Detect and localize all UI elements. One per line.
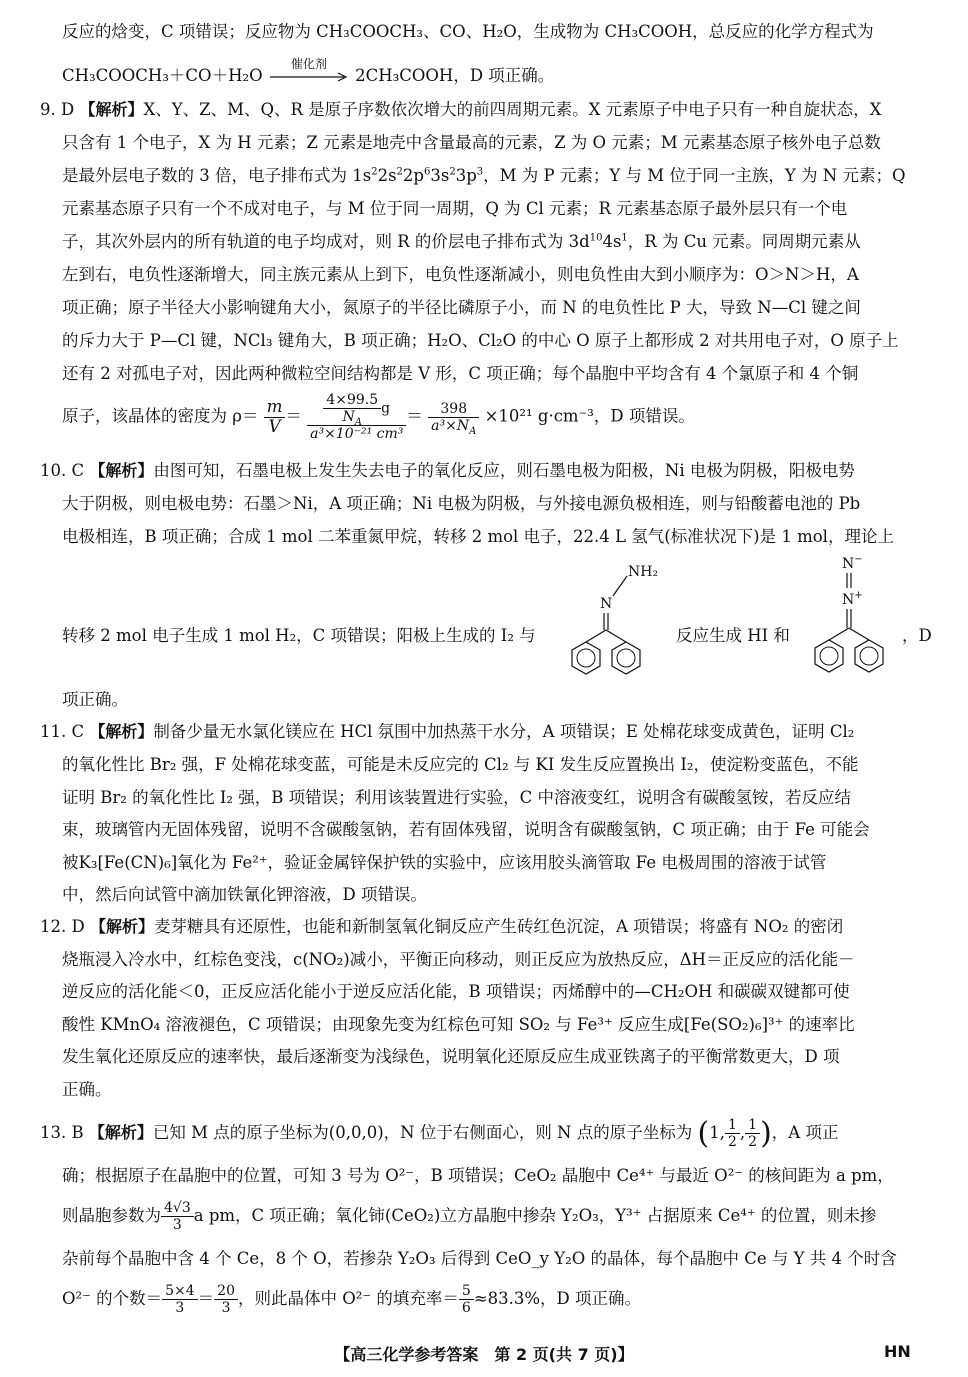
- reaction-arrow-icon: [268, 56, 350, 87]
- s13-number: 13. B: [40, 1123, 84, 1142]
- s9-line-3: 是最外层电子数的 3 倍，电子排布式为 $1s^22s^22p^63s^23p^3$，M 为 P 元素；Y 与 M 位于同一主族，Y 为 N 元素；Q: [62, 166, 906, 185]
- s12-number: 12. D: [40, 917, 85, 936]
- footer-page-label: 【高三化学参考答案 第 2 页(共 7 页)】: [334, 1345, 634, 1364]
- s9-line-7: 项正确；原子半径大小影响键角大小，氮原子的半径比磷原子小，而 N 的电负性比 P 大，导致 N—Cl 键之间: [62, 298, 861, 317]
- simplified-numerator: 398: [428, 401, 479, 418]
- s13-line-4: 杂前每个晶胞中含 4 个 Ce，8 个 O，若掺杂 Y₂O₃ 后得到 CeO_y Y₂O 的晶体，每个晶胞中 Ce 与 Y 共 4 个时含: [62, 1249, 897, 1268]
- s8-equation: [62, 56, 555, 87]
- n-label: N: [600, 596, 613, 612]
- analysis-tag: 【解析】: [89, 461, 154, 480]
- s9-line-9: 还有 2 对孤电子对，因此两种微粒空间结构都是 V 形，C 项正确；每个晶胞中平均含有 4 个氯原子和 4 个铜: [62, 364, 859, 383]
- s13-line-5: O²⁻ 的个数＝ $\frac{5\times 4}{3}$ ＝ $\frac{20}{3}$ ，则此晶体中 O²⁻ 的填充率＝ $\frac{5}{6}$ ≈83.3%，D 项正确。: [62, 1283, 641, 1317]
- n-minus-label: N−: [842, 554, 863, 572]
- analysis-tag: 【解析】: [89, 917, 154, 936]
- m-over-v-fraction: $\frac{m}{V}$: [264, 398, 286, 437]
- s13-text-1a: 已知 M 点的原子坐标为(0,0,0)，N 位于右侧面心，则 N 点的原子坐标为: [152, 1123, 693, 1142]
- s12-line-5: 发生氧化还原反应的速率快，最后逐渐变为浅绿色，说明氧化还原反应生成亚铁离子的平衡常数更大，D 项: [62, 1047, 840, 1066]
- lattice-fraction: $\frac{4√3}{3}$: [161, 1200, 194, 1233]
- s13-line-2: 确；根据原子在晶胞中的位置，可知 3 号为 O²⁻，B 项错误；CeO₂ 晶胞中 Ce⁴⁺ 与最近 O²⁻ 的核间距为 a pm，: [62, 1166, 894, 1185]
- s12-line-3: 逆反应的活化能＜0，正反应活化能小于逆反应活化能，B 项错误；丙烯醇中的—CH₂OH 和碳碳双键都可使: [62, 982, 850, 1001]
- s8-eq-right: 2CH₃COOH，D 项正确。: [355, 66, 555, 85]
- n-plus-label: N+: [842, 590, 863, 608]
- s10-text-4a: 转移 2 mol 电子生成 1 mol H₂，C 项错误；阳极上生成的 I₂ 与: [62, 626, 536, 645]
- hydrazone-structure-icon: [560, 558, 670, 676]
- s11-line-5: 被K₃[Fe(CN)₆]氧化为 Fe²⁺，验证金属锌保护铁的实验中，应该用胶头滴管取 Fe 电极周围的溶液于试管: [62, 853, 827, 872]
- o-count-fraction-1: $\frac{5\times 4}{3}$: [162, 1283, 198, 1316]
- s9-text-3a: 是最外层电子数的 3 倍，电子排布式为 1s: [62, 166, 372, 185]
- s9-text-10a: 原子，该晶体的密度为 ρ＝: [62, 406, 259, 426]
- s9-line-2: 只含有 1 个电子，X 为 H 元素；Z 元素是地壳中含量最高的元素，Z 为 O 元素；M 元素基态原子核外电子总数: [62, 133, 881, 152]
- s10-text-1: 由图可知，石墨电极上发生失去电子的氧化反应，则石墨电极为阳极，Ni 电极为阴极，阳极电势: [153, 461, 855, 480]
- s10-line-4c: ，D: [902, 626, 932, 645]
- s13-text-5a: O²⁻ 的个数＝: [62, 1289, 163, 1309]
- catalyst-label: 催化剂: [290, 56, 327, 71]
- s12-line-4: 酸性 KMnO₄ 溶液褪色，C 项错误；由现象先变为红棕色可知 SO₂ 与 Fe³⁺ 反应生成[Fe(SO₂)₆]³⁺ 的速率比: [62, 1015, 855, 1034]
- simplified-fraction: $\frac{398}{a^3\times N_A}$: [428, 401, 479, 434]
- mass-fraction: $\frac{4\times 99.5}{N_A}$: [323, 392, 381, 425]
- s9-line-4: 元素基态原子只有一个不成对电子，与 M 位于同一周期，Q 为 Cl 元素；R 元素基态原子最外层只有一个电: [62, 199, 848, 218]
- mass-unit: g: [381, 400, 391, 417]
- simplified-denominator: a³×N: [431, 417, 470, 434]
- o-count-fraction-2: $\frac{20}{3}$: [214, 1283, 238, 1316]
- s9-text-1: X、Y、Z、M、Q、R 是原子序数依次增大的前四周期元素。X 元素原子中电子只有一种自旋状态，X: [143, 100, 882, 119]
- diazo-structure-icon: [800, 552, 910, 676]
- s13-text-5b: ，则此晶体中 O²⁻ 的填充率＝: [237, 1289, 459, 1309]
- n-coordinate: (1, $\frac{1}{2}$ , $\frac{1}{2}$ ): [697, 1116, 772, 1151]
- s9-text-5b: ，R 为 Cu 元素。同周期元素从: [627, 232, 861, 251]
- s13-line-1: [40, 1116, 838, 1151]
- analysis-tag: 【解析】: [79, 100, 144, 119]
- analysis-tag: 【解析】: [88, 1123, 153, 1142]
- s8-eq-left: CH₃COOCH₃＋CO＋H₂O: [62, 66, 263, 85]
- s9-text-3b: ，M 为 P 元素；Y 与 M 位于同一主族，Y 为 N 元素；Q: [483, 166, 906, 185]
- s11-line-3: 证明 Br₂ 的氧化性比 I₂ 强，B 项错误；利用该装置进行实验，C 中溶液变红，说明含有碳酸氢铵，若反应结: [62, 788, 851, 807]
- s12-line-6: 正确。: [62, 1080, 112, 1099]
- s12-text-1: 麦芽糖具有还原性，也能和新制氢氧化铜反应产生砖红色沉淀，A 项错误；将盛有 NO₂ 的密闭: [153, 917, 844, 936]
- s9-line-8: 的斥力大于 P—Cl 键，NCl₃ 键角大，B 项正确；H₂O、Cl₂O 的中心 O 原子上都形成 2 对共用电子对，O 原子上: [62, 331, 899, 350]
- footer-code: HN: [884, 1342, 911, 1361]
- s10-line-4b: 反应生成 HI 和: [676, 626, 790, 645]
- s9-text-5a: 子，其次外层内的所有轨道的电子均成对，则 R 的价层电子排布式为 3d: [62, 232, 590, 251]
- s13-text-1b: ，A 项正: [771, 1123, 839, 1142]
- s10-line-4: [62, 622, 536, 646]
- s10-number: 10. C: [40, 461, 85, 480]
- s11-line-4: 束，玻璃管内无固体残留，说明不含碳酸氢钠，若有固体残留，说明含有碳酸氢钠，C 项正确；由于 Fe 可能会: [62, 820, 870, 839]
- s13-text-3b: a pm，C 项正确；氧化铈(CeO₂)立方晶胞中掺杂 Y₂O₃，Y³⁺ 占据原来 Ce⁴⁺ 的位置，则未掺: [193, 1206, 877, 1226]
- s9-density-formula: 原子，该晶体的密度为 ρ＝ $\frac{m}{V}$ ＝ $\frac{4\times 99.5}{N_A}$ g a³×10⁻²¹ cm³ ＝ $\frac{398}{a^3\times N_A}$ ×10²¹ g·cm⁻³，D 项错误。: [62, 392, 695, 443]
- nh2-label: NH₂: [628, 564, 659, 580]
- s11-line-1: [40, 718, 854, 742]
- s13-text-5c: ≈83.3%，D 项正确。: [473, 1289, 641, 1309]
- s9-line-6: 左到右，电负性逐渐增大，同主族元素从上到下，电负性逐渐减小，则电负性由大到小顺序为：O＞N＞H，A: [62, 265, 859, 284]
- s12-line-1: [40, 913, 843, 937]
- s13-line-3: [62, 1200, 876, 1233]
- fill-rate-fraction: $\frac{5}{6}$: [459, 1283, 474, 1316]
- s12-line-2: 烧瓶浸入冷水中，红棕色变浅，c(NO₂)减小，平衡正向移动，则正反应为放热反应，ΔH＝正反应的活化能－: [62, 950, 855, 969]
- s11-line-2: 的氧化性比 Br₂ 强，F 处棉花球变蓝，可能是未反应完的 Cl₂ 与 KI 发生反应置换出 I₂，使淀粉变蓝色，不能: [62, 755, 859, 774]
- s10-line-3: 电极相连，B 项正确；合成 1 mol 二苯重氮甲烷，转移 2 mol 电子，22.4 L 氢气(标准状况下)是 1 mol，理论上: [62, 527, 894, 546]
- s10-line-1: [40, 457, 855, 481]
- analysis-tag: 【解析】: [89, 722, 154, 741]
- s9-line-1: [40, 96, 881, 120]
- density-fraction: [307, 392, 406, 442]
- s13-text-3a: 则晶胞参数为: [62, 1206, 161, 1226]
- s9-line-5: 子，其次外层内的所有轨道的电子均成对，则 R 的价层电子排布式为 $3d^{10}4s^1$，R 为 Cu 元素。同周期元素从: [62, 232, 861, 251]
- s10-line-5: 项正确。: [62, 690, 128, 709]
- mass-denominator: N: [342, 409, 355, 426]
- s11-text-1: 制备少量无水氯化镁应在 HCl 氛围中加热蒸干水分，A 项错误；E 处棉花球变成黄色，证明 Cl₂: [153, 722, 855, 741]
- s11-line-6: 中，然后向试管中滴加铁氰化钾溶液，D 项错误。: [62, 885, 427, 904]
- s10-line-2: 大于阴极，则电极电势：石墨＞Ni，A 项正确；Ni 电极为阴极，与外接电源负极相连，则与铅酸蓄电池的 Pb: [62, 494, 861, 513]
- s9-text-10b: ×10²¹ g·cm⁻³，D 项错误。: [484, 406, 695, 426]
- s9-number: 9. D: [40, 100, 75, 119]
- s8-line-1: 反应的焓变，C 项错误；反应物为 CH₃COOCH₃、CO、H₂O，生成物为 CH₃COOH，总反应的化学方程式为: [62, 22, 874, 41]
- mass-numerator: 4×99.5: [323, 392, 381, 409]
- volume-denominator: a³×10⁻²¹ cm³: [310, 426, 404, 443]
- s11-number: 11. C: [40, 722, 85, 741]
